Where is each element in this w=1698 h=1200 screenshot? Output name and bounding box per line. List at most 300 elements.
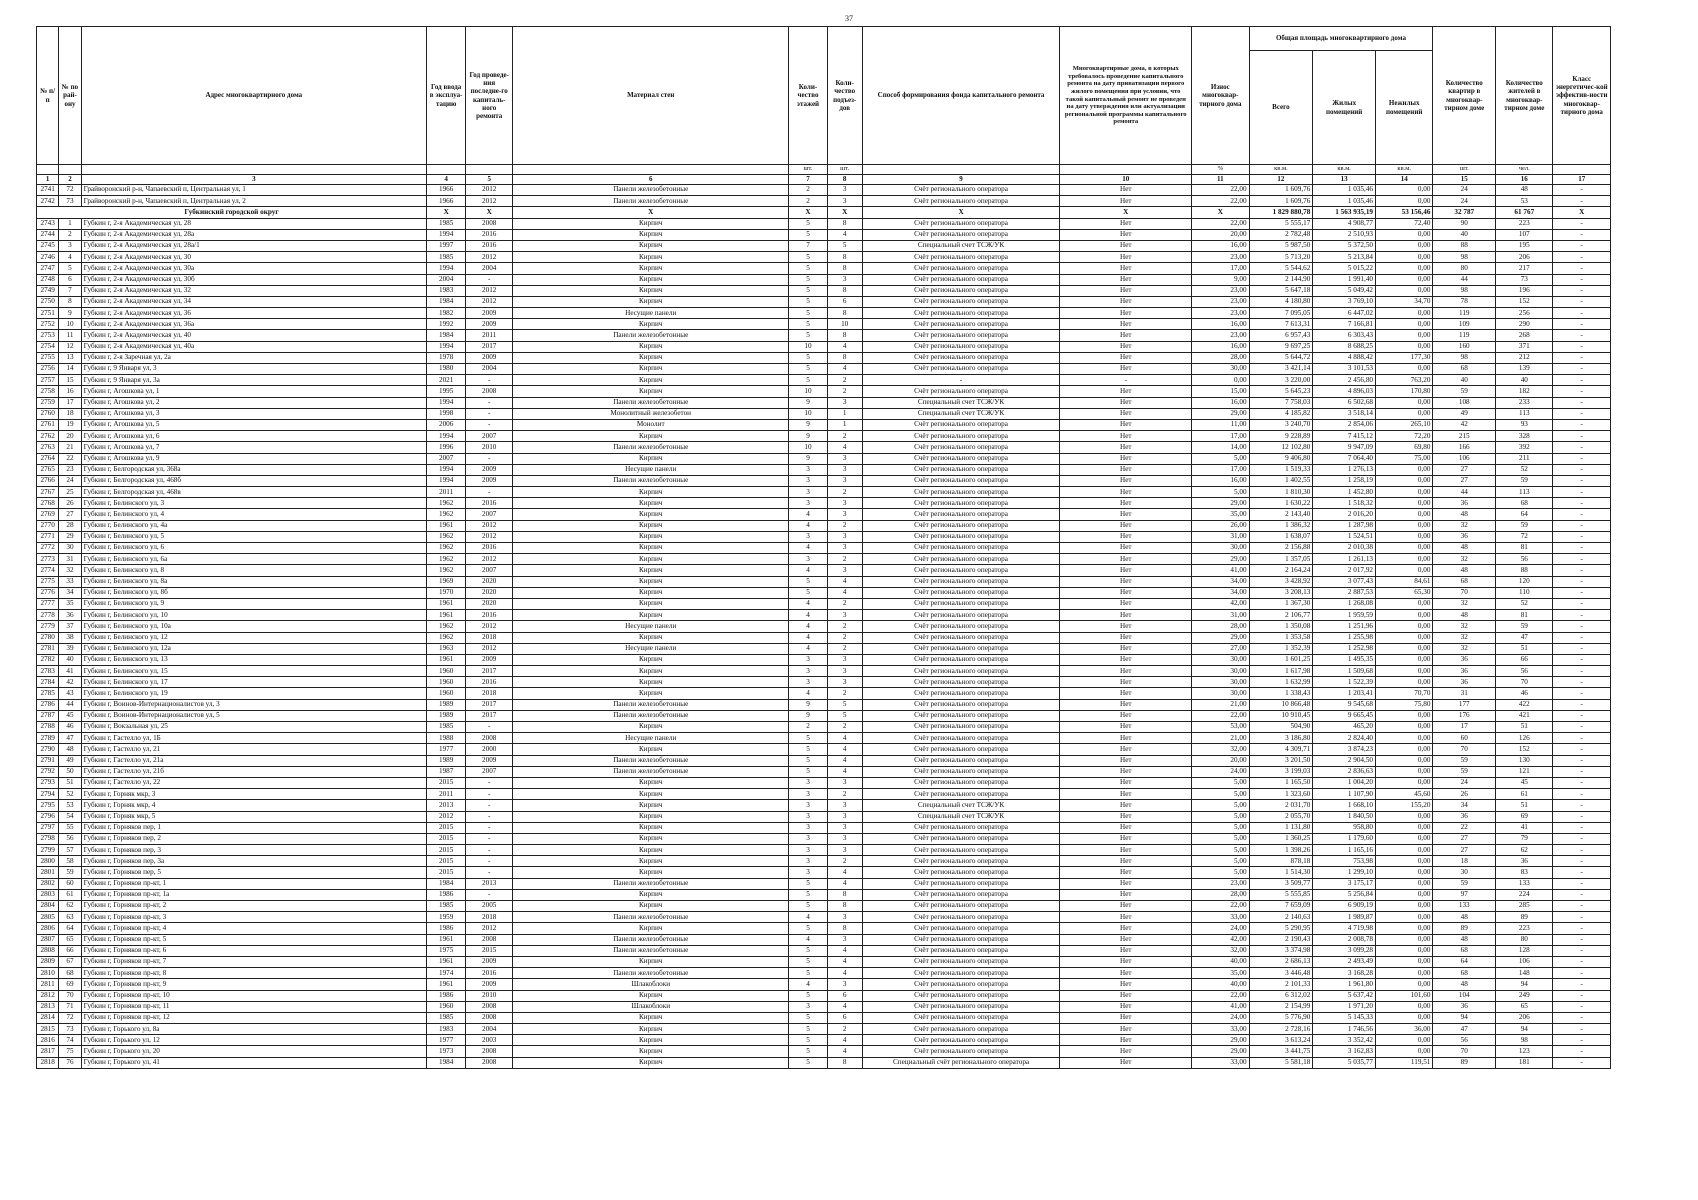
district-name: Губкинский городской округ [37,207,427,218]
table-cell: 53 [59,800,81,811]
table-cell: Нет [1060,240,1192,251]
table-cell: 8 [827,330,862,341]
table-cell: - [1553,822,1611,833]
table-cell: 30,00 [1192,654,1249,665]
table-cell: 3 186,80 [1249,733,1313,744]
table-body [37,185,1611,1069]
table-row [37,296,1611,307]
table-cell: 1982 [427,308,466,319]
table-row [37,1035,1611,1046]
table-cell: 0,00 [1376,487,1433,498]
table-cell: Счёт регионального оператора [862,1001,1060,1012]
table-cell: 2 [827,722,862,733]
table-cell: 48 [1433,543,1496,554]
table-cell: 1 276,13 [1313,464,1376,475]
table-cell: - [466,811,513,822]
table-cell: Нет [1060,442,1192,453]
table-cell: Счёт регионального оператора [862,464,1060,475]
table-cell: Счёт регионального оператора [862,710,1060,721]
table-cell: 1 630,22 [1249,498,1313,509]
table-cell: 52 [1496,598,1553,609]
table-cell: 5 [789,587,827,598]
table-cell: 2010 [466,442,513,453]
table-cell: 1 165,16 [1313,845,1376,856]
table-cell: 958,80 [1313,822,1376,833]
table-cell: Счёт регионального оператора [862,956,1060,967]
table-cell: - [1553,543,1611,554]
table-cell: 11,00 [1192,419,1249,430]
table-cell: 16,00 [1192,240,1249,251]
table-cell: 3 [789,464,827,475]
table-cell: 8 [59,296,81,307]
table-cell: 4 [789,621,827,632]
table-cell: 5,00 [1192,453,1249,464]
table-cell: Кирпич [513,587,789,598]
table-cell: Губкин г, Белинского ул, 10а [81,621,426,632]
column-number-cell: 4 [427,175,466,185]
col-header-district-index: № по рай-ону [59,27,81,165]
table-cell: 0,00 [1376,710,1433,721]
table-cell: 4 [827,576,862,587]
table-cell: 3 [827,845,862,856]
table-cell: Кирпич [513,677,789,688]
table-cell: - [1553,833,1611,844]
table-cell: - [1553,464,1611,475]
table-cell: 27 [1433,475,1496,486]
table-cell: 1983 [427,1024,466,1035]
table-cell: 1961 [427,979,466,990]
table-cell: 4 [827,442,862,453]
table-cell: 69 [1496,811,1553,822]
table-cell: 8 [827,308,862,319]
table-cell: Кирпич [513,498,789,509]
table-cell: 2004 [427,274,466,285]
col-header-area-nonliving: Нежилых помещений [1376,51,1433,165]
table-cell: 0,00 [1376,330,1433,341]
table-cell: - [862,375,1060,386]
table-cell: 3 199,03 [1249,766,1313,777]
table-cell: 2010 [466,990,513,1001]
table-cell: Несущие панели [513,621,789,632]
table-cell: 10 866,48 [1249,699,1313,710]
table-cell: Счёт регионального оператора [862,1035,1060,1046]
table-cell: 3 518,14 [1313,408,1376,419]
table-cell: 24,00 [1192,766,1249,777]
table-cell: - [466,274,513,285]
table-row [37,240,1611,251]
table-cell: 9 406,80 [1249,453,1313,464]
table-cell: 0,00 [1376,319,1433,330]
table-cell: 70 [1496,677,1553,688]
table-cell: Счёт регионального оператора [862,386,1060,397]
table-cell: Счёт регионального оператора [862,654,1060,665]
table-cell: 9 228,89 [1249,431,1313,442]
table-cell: 3 428,92 [1249,576,1313,587]
table-cell: Специальный счет ТСЖ/УК [862,800,1060,811]
table-cell: 166 [1433,442,1496,453]
table-cell: 24 [1433,196,1496,207]
table-cell: 0,00 [1376,308,1433,319]
table-cell: - [1553,296,1611,307]
table-cell: 1961 [427,598,466,609]
table-cell: 1961 [427,956,466,967]
table-cell: - [1553,733,1611,744]
table-cell: - [466,845,513,856]
table-row [37,431,1611,442]
table-cell: 2809 [37,956,59,967]
table-cell: 2797 [37,822,59,833]
table-cell: Нет [1060,677,1192,688]
table-cell: Нет [1060,397,1192,408]
table-cell: 2 [827,688,862,699]
table-cell: 1 617,98 [1249,666,1313,677]
table-cell: - [1553,878,1611,889]
table-cell: 0,00 [1376,968,1433,979]
table-cell: 2790 [37,744,59,755]
table-cell: Монолитный железобетон [513,408,789,419]
table-cell: 2768 [37,498,59,509]
col-header-wall-material: Материал стен [513,27,789,165]
table-cell: 6 [827,1012,862,1023]
table-cell: Кирпич [513,487,789,498]
table-cell: 22,00 [1192,901,1249,912]
table-cell: 3 [827,677,862,688]
table-cell: 3 [789,1001,827,1012]
table-cell: Губкин г, Гастелло ул, 21 [81,744,426,755]
table-cell: 4 [827,945,862,956]
table-cell: Счёт регионального оператора [862,218,1060,229]
table-cell: Нет [1060,766,1192,777]
table-cell: 1 367,30 [1249,598,1313,609]
table-cell: Кирпич [513,1024,789,1035]
table-cell: 3 [827,565,862,576]
unit-cell: чел. [1496,165,1553,175]
table-cell: 4 [827,956,862,967]
table-cell: 2 106,77 [1249,610,1313,621]
table-cell: 2812 [37,990,59,1001]
table-cell: 33,00 [1192,1057,1249,1068]
table-cell: 7 659,09 [1249,901,1313,912]
table-cell: 71 [59,1001,81,1012]
table-cell: 2018 [466,688,513,699]
table-cell: 0,00 [1376,240,1433,251]
table-cell: 2008 [466,1046,513,1057]
table-cell: - [1553,554,1611,565]
table-cell: 2 493,49 [1313,956,1376,967]
column-number-cell: 13 [1313,175,1376,185]
table-cell: 35,00 [1192,968,1249,979]
table-cell: 2012 [466,252,513,263]
table-cell: 5 [789,576,827,587]
table-cell: - [1553,218,1611,229]
table-cell: Счёт регионального оператора [862,621,1060,632]
table-cell: 80 [1496,934,1553,945]
table-cell: Кирпич [513,319,789,330]
table-cell: - [1553,587,1611,598]
table-cell: 23,00 [1192,285,1249,296]
table-cell: 2008 [466,934,513,945]
table-cell: 223 [1496,218,1553,229]
table-cell: 56 [1496,554,1553,565]
table-row [37,968,1611,979]
table-cell: 2004 [466,263,513,274]
table-cell: 35,00 [1192,509,1249,520]
table-cell: Нет [1060,822,1192,833]
table-cell: 0,00 [1376,845,1433,856]
table-cell: Нет [1060,218,1192,229]
table-row [37,487,1611,498]
table-cell: 4 [827,755,862,766]
table-cell: 5 [789,1046,827,1057]
column-number-cell: 7 [789,175,827,185]
table-cell: 181 [1496,1057,1553,1068]
table-cell: 130 [1496,755,1553,766]
table-cell: Кирпич [513,789,789,800]
table-cell: 1970 [427,587,466,598]
table-cell: 233 [1496,397,1553,408]
column-number-cell: 1 [37,175,59,185]
table-cell: 2015 [466,945,513,956]
table-row [37,845,1611,856]
table-cell: Губкин г, Белинского ул, 8 [81,565,426,576]
table-cell: 62 [1496,845,1553,856]
table-row [37,699,1611,710]
table-cell: Губкин г, Белинского ул, 4 [81,509,426,520]
table-cell: 212 [1496,352,1553,363]
table-cell: 1 360,25 [1249,833,1313,844]
table-cell: 1 638,07 [1249,531,1313,542]
table-cell: 2754 [37,341,59,352]
table-cell: 7 095,05 [1249,308,1313,319]
table-cell: 21 [59,442,81,453]
table-cell: 2746 [37,252,59,263]
table-row [37,543,1611,554]
table-cell: 3 874,23 [1313,744,1376,755]
table-cell: 5,00 [1192,867,1249,878]
unit-cell: кв.м. [1376,165,1433,175]
table-cell: 3 [827,274,862,285]
column-number-cell: 10 [1060,175,1192,185]
table-cell: Нет [1060,408,1192,419]
table-cell: 5 776,90 [1249,1012,1313,1023]
table-cell: 5 713,20 [1249,252,1313,263]
table-cell: 2011 [466,330,513,341]
table-cell: 29,00 [1192,498,1249,509]
col-header-index: № п/п [37,27,59,165]
table-cell: 2017 [466,699,513,710]
table-cell: Кирпич [513,229,789,240]
table-cell: - [466,822,513,833]
table-cell: 1 609,76 [1249,196,1313,207]
table-cell: Панели железобетонные [513,185,789,196]
table-cell: 30 [59,543,81,554]
table-cell: 36,00 [1376,1024,1433,1035]
table-cell: Счёт регионального оператора [862,229,1060,240]
table-cell: 4 [827,364,862,375]
table-cell: Панели железобетонные [513,699,789,710]
table-cell: 1 959,59 [1313,610,1376,621]
table-cell: 2011 [427,789,466,800]
table-cell: 4 [789,934,827,945]
table-cell: 328 [1496,431,1553,442]
table-cell: Счёт регионального оператора [862,576,1060,587]
table-cell: Нет [1060,610,1192,621]
table-cell: 4 [59,252,81,263]
table-cell: 2016 [466,677,513,688]
table-cell: 18 [1433,856,1496,867]
table-cell: 5 [789,308,827,319]
table-cell: 1977 [427,1035,466,1046]
table-cell: Кирпич [513,364,789,375]
table-cell: 1 035,46 [1313,185,1376,196]
table-cell: Счёт регионального оператора [862,509,1060,520]
table-cell: 43 [59,688,81,699]
table-cell: 2769 [37,509,59,520]
table-cell: 58 [59,856,81,867]
table-cell: - [1553,419,1611,430]
table-cell: 3 [827,666,862,677]
table-cell: 89 [1433,1057,1496,1068]
table-cell: Губкин г, Белинского ул, 13 [81,654,426,665]
table-cell: - [1553,677,1611,688]
table-cell: 3 [827,979,862,990]
table-cell: Губкин г, Горняков пр-кт, 7 [81,956,426,967]
table-cell: - [1553,408,1611,419]
table-cell: Губкин г, 2-я Заречная ул, 2а [81,352,426,363]
table-cell: 32 [59,565,81,576]
table-cell: 5 [789,878,827,889]
table-cell: Губкин г, Белинского ул, 9 [81,598,426,609]
unit-cell [862,165,1060,175]
table-cell: 3 [789,856,827,867]
table-cell: - [1553,766,1611,777]
table-cell: 0,00 [1376,610,1433,621]
table-cell: 3 [827,531,862,542]
table-cell: Нет [1060,856,1192,867]
table-cell: 2804 [37,901,59,912]
table-cell: Счёт регионального оператора [862,777,1060,788]
table-cell: 83 [1496,867,1553,878]
table-cell: Губкин г, Горняков пр-кт, 1а [81,889,426,900]
table-cell: 9 [789,710,827,721]
table-cell: 60 [1433,733,1496,744]
unit-cell [1553,165,1611,175]
table-cell: 1961 [427,610,466,621]
table-cell: 94 [1496,979,1553,990]
table-cell: 9 [789,397,827,408]
table-cell: 59 [1496,475,1553,486]
table-cell: Панели железобетонные [513,912,789,923]
table-cell: 5 [789,956,827,967]
table-cell: 4 [827,1001,862,1012]
table-cell: 4 [827,587,862,598]
table-cell: Губкин г, Горняков пер, 3 [81,845,426,856]
table-cell: 1 632,99 [1249,677,1313,688]
table-row [37,185,1611,196]
table-cell: Специальный счёт регионального оператора [862,1057,1060,1068]
table-cell: Счёт регионального оператора [862,543,1060,554]
table-cell: Нет [1060,621,1192,632]
table-cell: 12 102,80 [1249,442,1313,453]
table-cell: 12 [59,341,81,352]
table-cell: 2012 [466,285,513,296]
table-cell: Губкин г, Горняков пр-кт, 4 [81,923,426,934]
table-cell: 8 [827,252,862,263]
table-cell: 32 [1433,520,1496,531]
table-cell: 36 [1433,498,1496,509]
table-cell: - [1553,990,1611,1001]
table-cell: Счёт регионального оператора [862,666,1060,677]
table-cell: 88 [1496,565,1553,576]
table-cell: 84,61 [1376,576,1433,587]
table-cell: 113 [1496,487,1553,498]
table-cell: 5 645,23 [1249,386,1313,397]
table-cell: 2012 [466,643,513,654]
table-cell: 2780 [37,632,59,643]
table-cell: 2783 [37,666,59,677]
table-cell: 0,00 [1376,364,1433,375]
table-cell: 2012 [466,296,513,307]
table-cell: Губкин г, Белинского ул, 6 [81,543,426,554]
table-cell: 2 836,63 [1313,766,1376,777]
table-cell: 1960 [427,677,466,688]
table-cell: 2794 [37,789,59,800]
table-cell: 2012 [466,196,513,207]
summary-residents: 61 767 [1496,207,1553,218]
table-cell: - [1553,811,1611,822]
table-cell: - [466,800,513,811]
table-cell: Губкин г, Агошкова ул, 9 [81,453,426,464]
table-cell: 3 [827,196,862,207]
table-cell: 10 [789,408,827,419]
table-cell: 3 [827,777,862,788]
table-cell: 1978 [427,352,466,363]
table-cell: 47 [59,733,81,744]
table-cell: 42,00 [1192,934,1249,945]
table-cell: 1994 [427,464,466,475]
table-cell: - [1553,610,1611,621]
table-cell: 4 [827,867,862,878]
table-cell: Губкин г, Белинского ул, 17 [81,677,426,688]
table-cell: 1960 [427,1001,466,1012]
table-cell: 1 [827,419,862,430]
table-cell: 63 [59,912,81,923]
table-cell: 2801 [37,867,59,878]
table-cell: 2 [59,229,81,240]
table-cell: 0,00 [1376,956,1433,967]
table-cell: 1984 [427,1057,466,1068]
table-cell: 59 [1496,520,1553,531]
table-cell: 21,00 [1192,733,1249,744]
table-cell: Счёт регионального оператора [862,296,1060,307]
table-cell: 0,00 [1376,889,1433,900]
table-cell: Панели железобетонные [513,945,789,956]
table-cell: 2781 [37,643,59,654]
table-row [37,196,1611,207]
table-cell: 5 [789,1057,827,1068]
table-cell: 2009 [466,979,513,990]
table-cell: 0,00 [1376,744,1433,755]
table-cell: Губкин г, 9 Января ул, 3а [81,375,426,386]
table-cell: 2 510,93 [1313,229,1376,240]
table-cell: Счёт регионального оператора [862,833,1060,844]
table-cell: - [1553,867,1611,878]
table-cell: - [1553,979,1611,990]
table-cell: 1962 [427,498,466,509]
table-cell: 2808 [37,945,59,956]
table-cell: 2786 [37,699,59,710]
table-cell: - [1553,845,1611,856]
